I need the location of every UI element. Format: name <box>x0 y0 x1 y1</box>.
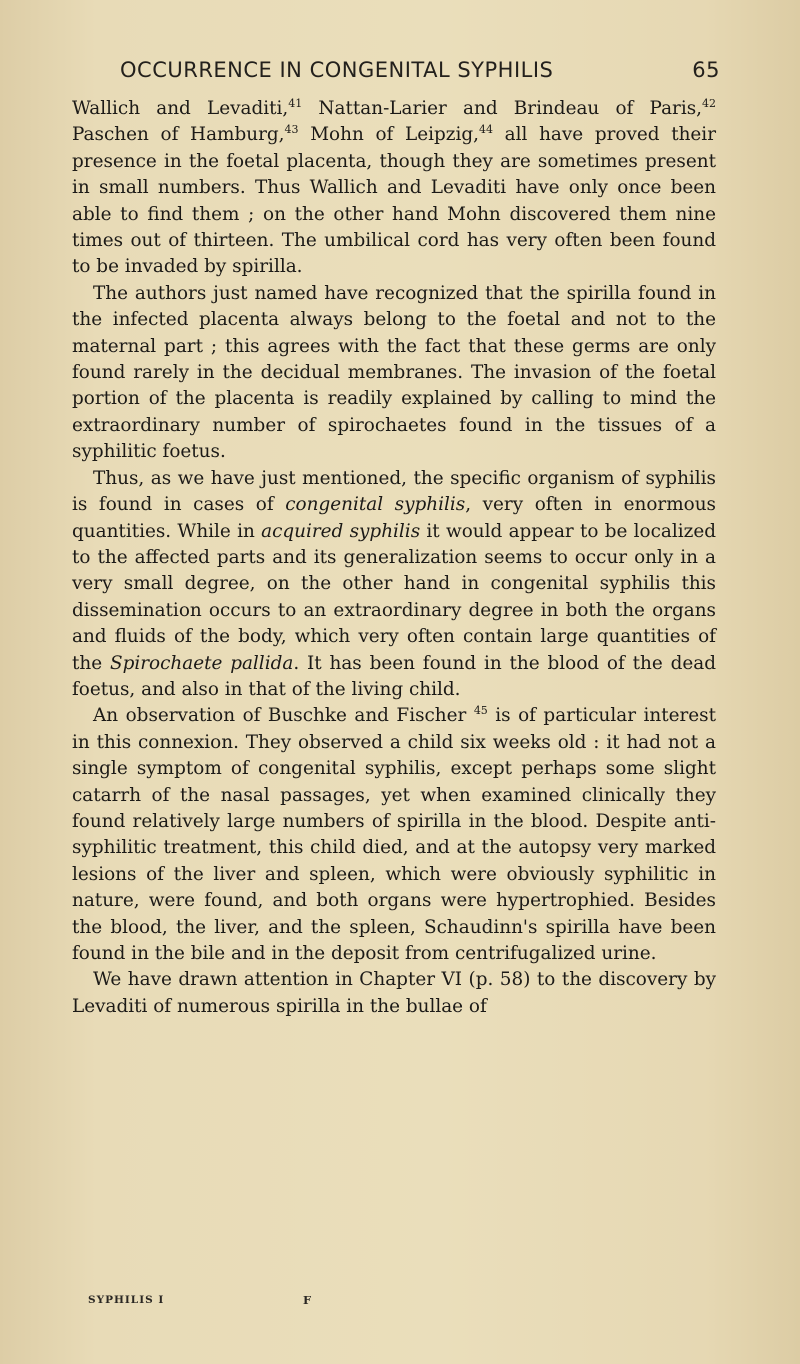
paragraph <box>72 96 716 281</box>
footnote-reference: 41 <box>288 97 303 110</box>
italic-text: congenital syphilis <box>285 494 466 516</box>
body-text <box>72 96 716 1020</box>
paragraph <box>72 967 716 1020</box>
printer-signature <box>88 1294 448 1312</box>
text-run: all have proved their presence in the foetal placenta, though they are sometimes present in small numbers. Thus Wallich and Levaditi have only once been able to find them ; on the other hand Mohn discovered them nine times out of thirteen. The umbilical cord has very often been found to be invaded by spirilla. <box>72 124 716 278</box>
text-run: Thus, as we have just mentioned, the specific organism of syphilis is found in cases of <box>72 467 716 516</box>
italic-text: Spirochaete pallida <box>109 652 294 674</box>
text-run: Wallich and Levaditi, <box>72 98 289 119</box>
running-title: OCCURRENCE IN CONGENITAL SYPHILIS <box>120 58 554 82</box>
text-run: . It has been found in the blood of the dead foetus, and also in that of the living child. <box>72 652 716 700</box>
footnote-reference: 43 <box>284 123 299 137</box>
footnote-reference: 42 <box>702 97 716 110</box>
text-run: Mohn of Leipzig, <box>298 124 479 146</box>
italic-text: acquired syphilis <box>261 520 421 542</box>
text-run: We have drawn attention in Chapter VI (p. 58) to the discovery by Levaditi of numerous spirilla in the bullae of <box>72 969 716 1017</box>
paragraph <box>72 281 716 466</box>
footnote-reference: 45 <box>473 704 488 718</box>
paragraph <box>72 466 716 704</box>
text-run: it would appear to be localized to the affected parts and its generalization seems to occur only in a very small degree, on the other hand in congenital syphilis this dissemination occurs to an extraordinary degree in both the organs and fluids of the body, which very often contain large quantities of the <box>72 520 717 674</box>
signature-letter: F <box>303 1293 313 1307</box>
text-run: The authors just named have recognized that the spirilla found in the infected placenta always belong to the foetal and not to the maternal part ; this agrees with the fact that these germs are only found rarely in the decidual membranes. The invasion of the foetal portion of the placenta is readily explained by calling to mind the extraordinary number of spirochaetes found in the tissues of a syphilitic foetus. <box>72 282 716 463</box>
text-run: Nattan-Larier and Brindeau of Paris, <box>302 98 702 119</box>
text-run: Paschen of Hamburg, <box>72 124 285 146</box>
page-number: 65 <box>692 58 720 82</box>
text-run: is of particular interest in this connexion. They observed a child six weeks old : it had not a single symptom of congenital syphilis, except perhaps some slight catarrh of the nasal passages, yet when examined clinically they found relatively large numbers of spirilla in the blood. Despite anti-syphilitic treatment, this child died, and at the autopsy very marked lesions of the liver and spleen, which were obviously syphilitic in nature, were found, and both organs were hypertrophied. Besides the blood, the liver, and the spleen, Schaudinn's spirilla have been found in the bile and in the deposit from centrifugalized urine. <box>72 705 716 964</box>
signature-text: SYPHILIS I <box>88 1294 165 1306</box>
footnote-reference: 44 <box>478 123 493 137</box>
text-run: An observation of Buschke and Fischer <box>93 705 474 727</box>
running-head <box>120 58 720 88</box>
text-run: , very often in enormous quantities. While in <box>72 494 716 542</box>
paragraph <box>72 703 716 967</box>
